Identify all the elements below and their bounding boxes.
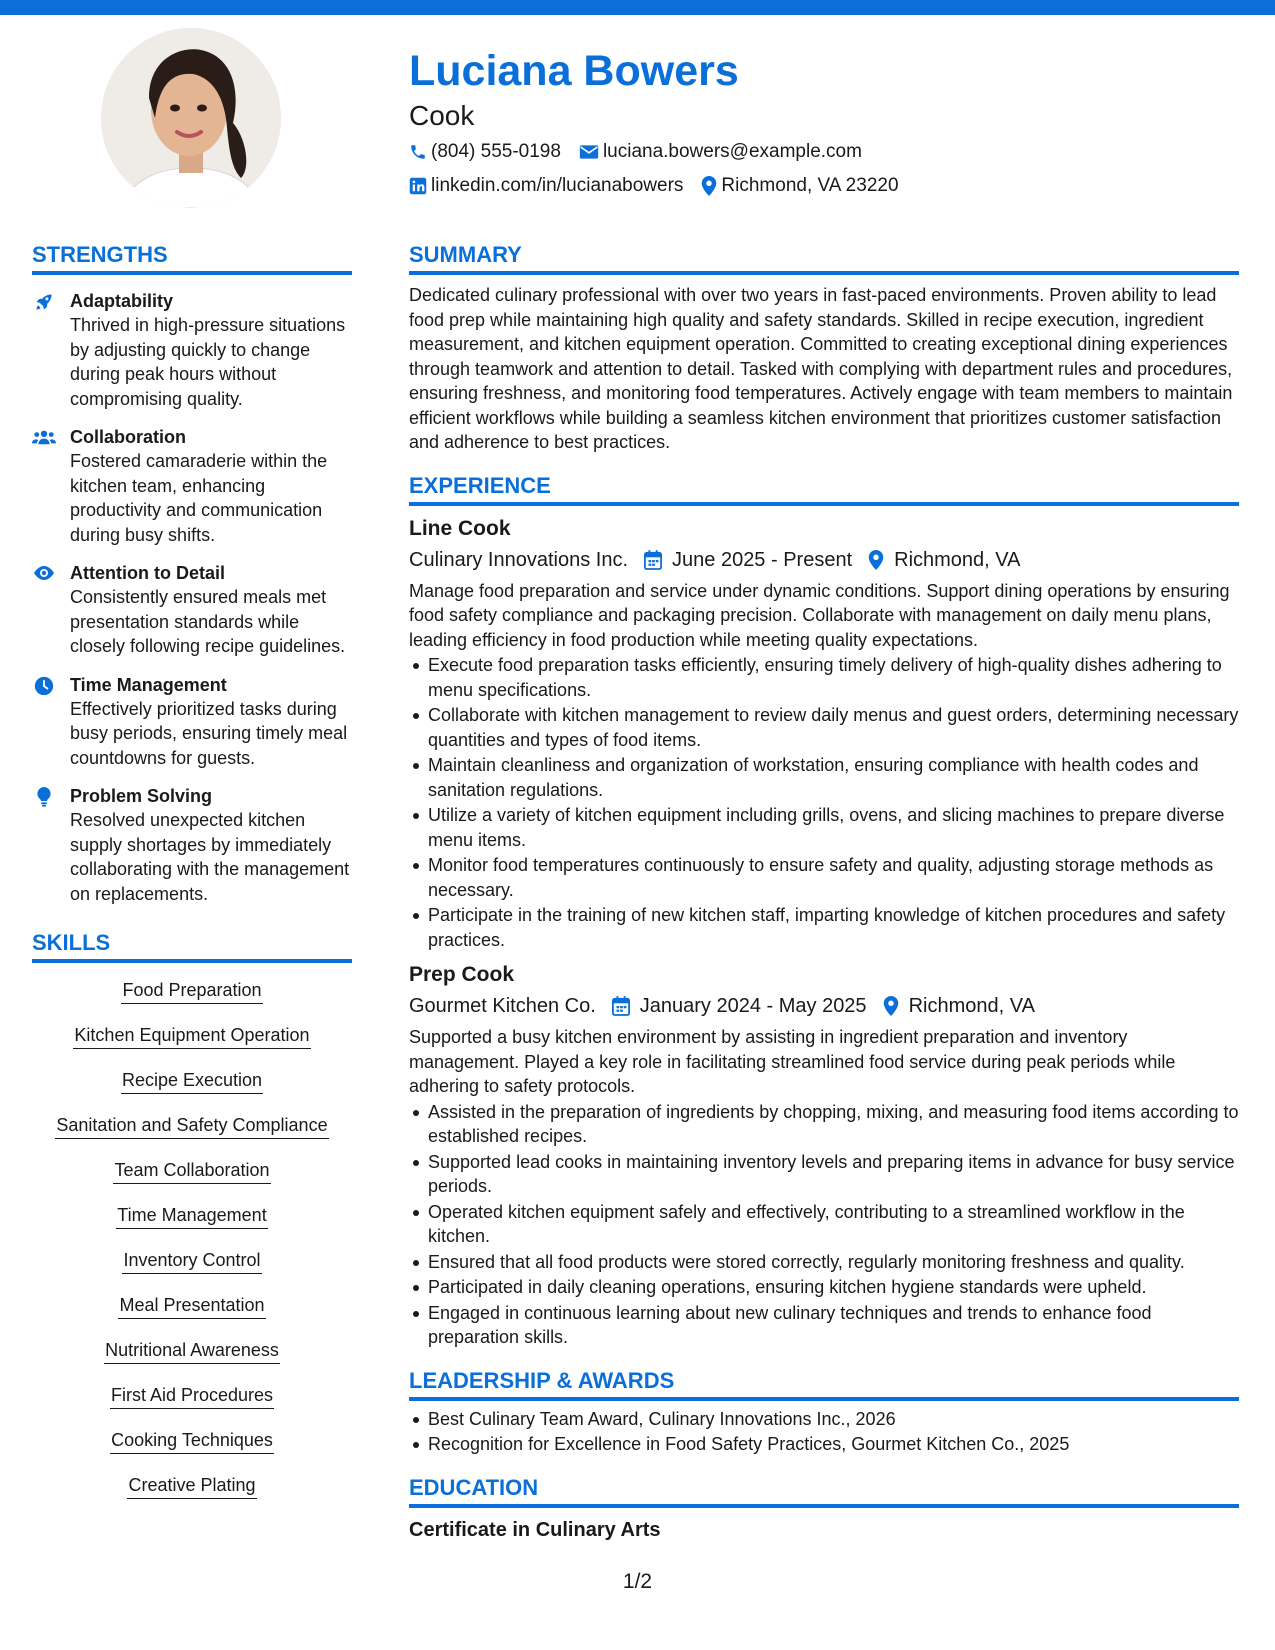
education-degree: Certificate in Culinary Arts	[409, 1518, 661, 1541]
profile-photo	[101, 28, 281, 208]
lightbulb-icon	[36, 787, 52, 807]
strength-description: Consistently ensured meals met presentation standards while closely following recipe guidelines.	[70, 587, 346, 656]
resume-header	[409, 42, 1239, 202]
skill-item: Team Collaboration	[32, 1157, 352, 1202]
contact-row-2	[409, 170, 1239, 202]
strength-description: Effectively prioritized tasks during busy periods, ensuring timely meal countdowns for guests.	[70, 698, 348, 768]
list-item: Supported lead cooks in maintaining inventory levels and preparing items in advance for busy service periods.	[409, 1150, 1239, 1199]
job-location: Richmond, VA	[894, 548, 1021, 571]
strengths-heading: STRENGTHS	[32, 240, 352, 275]
strength-item	[32, 673, 352, 771]
strength-title: Attention to Detail	[70, 563, 225, 583]
list-item: Participate in the training of new kitchen staff, imparting knowledge of kitchen procedures and safety practices.	[409, 903, 1239, 952]
skill-item: Nutritional Awareness	[32, 1337, 352, 1382]
skill-item: Recipe Execution	[32, 1067, 352, 1112]
list-item: Assisted in the preparation of ingredients by chopping, mixing, and measuring food items according to established recipes.	[409, 1100, 1239, 1149]
skill-item: Food Preparation	[32, 977, 352, 1022]
strength-item	[32, 561, 352, 659]
strength-item	[32, 289, 352, 411]
phone-icon	[409, 143, 427, 161]
job-dates: January 2024 - May 2025	[639, 995, 867, 1017]
strength-item	[32, 784, 352, 906]
list-item: Engaged in continuous learning about new culinary techniques and trends to enhance food preparation skills.	[409, 1301, 1239, 1350]
list-item: Participated in daily cleaning operations, ensuring kitchen hygiene standards were upheld.	[409, 1275, 1239, 1300]
strength-description: Resolved unexpected kitchen supply shortages by immediately collaborating with the management on replacements.	[70, 810, 350, 904]
list-item: Execute food preparation tasks efficiently, ensuring timely delivery of high-quality dishes adhering to menu specifications.	[409, 653, 1239, 702]
list-item: Collaborate with kitchen management to review daily menus and guest orders, determining necessary quantities and types of food items.	[409, 703, 1239, 752]
strength-description: Thrived in high-pressure situations by adjusting quickly to change during peak hours without compromising quality.	[70, 315, 346, 409]
list-item: Recognition for Excellence in Food Safety Practices, Gourmet Kitchen Co., 2025	[409, 1432, 1239, 1457]
envelope-icon	[579, 144, 599, 160]
rocket-icon	[33, 292, 55, 312]
skill-item: First Aid Procedures	[32, 1382, 352, 1427]
skills-list	[32, 977, 352, 1517]
job-title: Line Cook	[409, 516, 511, 540]
strength-item	[32, 425, 352, 547]
contact-row-1	[409, 136, 1239, 168]
job-bullets	[409, 653, 1239, 952]
skill-item: Kitchen Equipment Operation	[32, 1022, 352, 1067]
experience-heading: EXPERIENCE	[409, 471, 1239, 506]
candidate-title: Cook	[409, 100, 475, 131]
education-heading: EDUCATION	[409, 1473, 1239, 1508]
top-accent-bar	[0, 0, 1275, 15]
list-item: Utilize a variety of kitchen equipment including grills, ovens, and slicing machines to prepare diverse menu items.	[409, 803, 1239, 852]
strength-title: Collaboration	[70, 427, 186, 447]
skill-item: Cooking Techniques	[32, 1427, 352, 1472]
skill-item: Creative Plating	[32, 1472, 352, 1517]
linkedin-contact[interactable]	[409, 170, 683, 202]
page-number: 1/2	[622, 1570, 653, 1593]
skill-item: Time Management	[32, 1202, 352, 1247]
linkedin-text: linkedin.com/in/lucianabowers	[431, 175, 684, 196]
phone-contact[interactable]	[409, 136, 561, 168]
summary-heading: SUMMARY	[409, 240, 1239, 275]
strength-title: Adaptability	[70, 291, 174, 311]
job-bullets	[409, 1100, 1239, 1350]
portrait-illustration	[101, 28, 281, 208]
map-pin-icon	[868, 550, 884, 570]
list-item: Ensured that all food products were stored correctly, regularly monitoring freshness and quality.	[409, 1250, 1239, 1275]
left-column	[32, 240, 352, 1517]
phone-text: (804) 555-0198	[431, 141, 561, 162]
list-item: Best Culinary Team Award, Culinary Innovations Inc., 2026	[409, 1407, 1239, 1432]
right-column	[409, 240, 1239, 1544]
users-icon	[32, 428, 56, 446]
skill-item: Meal Presentation	[32, 1292, 352, 1337]
job-meta	[409, 990, 1239, 1022]
calendar-icon	[612, 996, 630, 1016]
list-item: Maintain cleanliness and organization of workstation, ensuring compliance with health codes and sanitation regulations.	[409, 753, 1239, 802]
clock-icon	[34, 676, 54, 696]
email-text: luciana.bowers@example.com	[602, 141, 862, 162]
company-name: Gourmet Kitchen Co.	[409, 995, 596, 1017]
job-entry	[409, 960, 1239, 1350]
job-title: Prep Cook	[409, 963, 515, 986]
list-item: Monitor food temperatures continuously to ensure safety and quality, adjusting storage methods as necessary.	[409, 853, 1239, 902]
skills-heading: SKILLS	[32, 928, 352, 963]
location-contact	[701, 170, 898, 202]
skill-item: Inventory Control	[32, 1247, 352, 1292]
job-dates: June 2025 - Present	[672, 548, 853, 571]
job-entry	[409, 514, 1239, 953]
job-description: Supported a busy kitchen environment by assisting in ingredient preparation and inventory management. Played a key role in facilitating streamlined food service during peak periods while adhering to safety protocols.	[409, 1027, 1176, 1096]
strength-description: Fostered camaraderie within the kitchen team, enhancing productivity and communication during busy shifts.	[70, 451, 328, 545]
location-text: Richmond, VA 23220	[721, 175, 899, 196]
summary-text: Dedicated culinary professional with over two years in fast-paced environments. Proven ability to lead food prep while maintaining high quality and safety standards. Skilled in recipe execution, ingredient measurement, and kitchen equipment operation. Committed to creating exceptional dining experiences through teamwork and attention to detail. Tasked with complying with department rules and procedures, ensuring freshness, and monitoring food temperatures. Actively engage with team members to maintain efficient workflows while building a seamless kitchen environment that prioritizes customer satisfaction and adherence to best practices.	[409, 285, 1233, 452]
map-pin-icon	[701, 176, 717, 196]
strength-title: Problem Solving	[70, 786, 213, 806]
candidate-name: Luciana Bowers	[409, 47, 739, 95]
company-name: Culinary Innovations Inc.	[409, 548, 629, 571]
awards-heading: LEADERSHIP & AWARDS	[409, 1366, 1239, 1401]
skill-item: Sanitation and Safety Compliance	[32, 1112, 352, 1157]
job-location: Richmond, VA	[908, 995, 1035, 1017]
linkedin-icon	[409, 177, 427, 195]
email-contact[interactable]	[579, 136, 862, 168]
job-description: Manage food preparation and service under dynamic conditions. Support dining operations by ensuring food safety compliance and packaging precision. Collaborate with management on daily menu plans, leading efficiency in food production while meeting quality expectations.	[409, 580, 1230, 650]
list-item: Operated kitchen equipment safely and effectively, contributing to a streamlined workflow in the kitchen.	[409, 1200, 1239, 1249]
strength-title: Time Management	[70, 674, 227, 695]
calendar-icon	[644, 550, 662, 570]
map-pin-icon	[883, 996, 899, 1016]
awards-list	[409, 1407, 1239, 1457]
job-meta	[409, 544, 1239, 576]
eye-icon	[32, 564, 56, 582]
